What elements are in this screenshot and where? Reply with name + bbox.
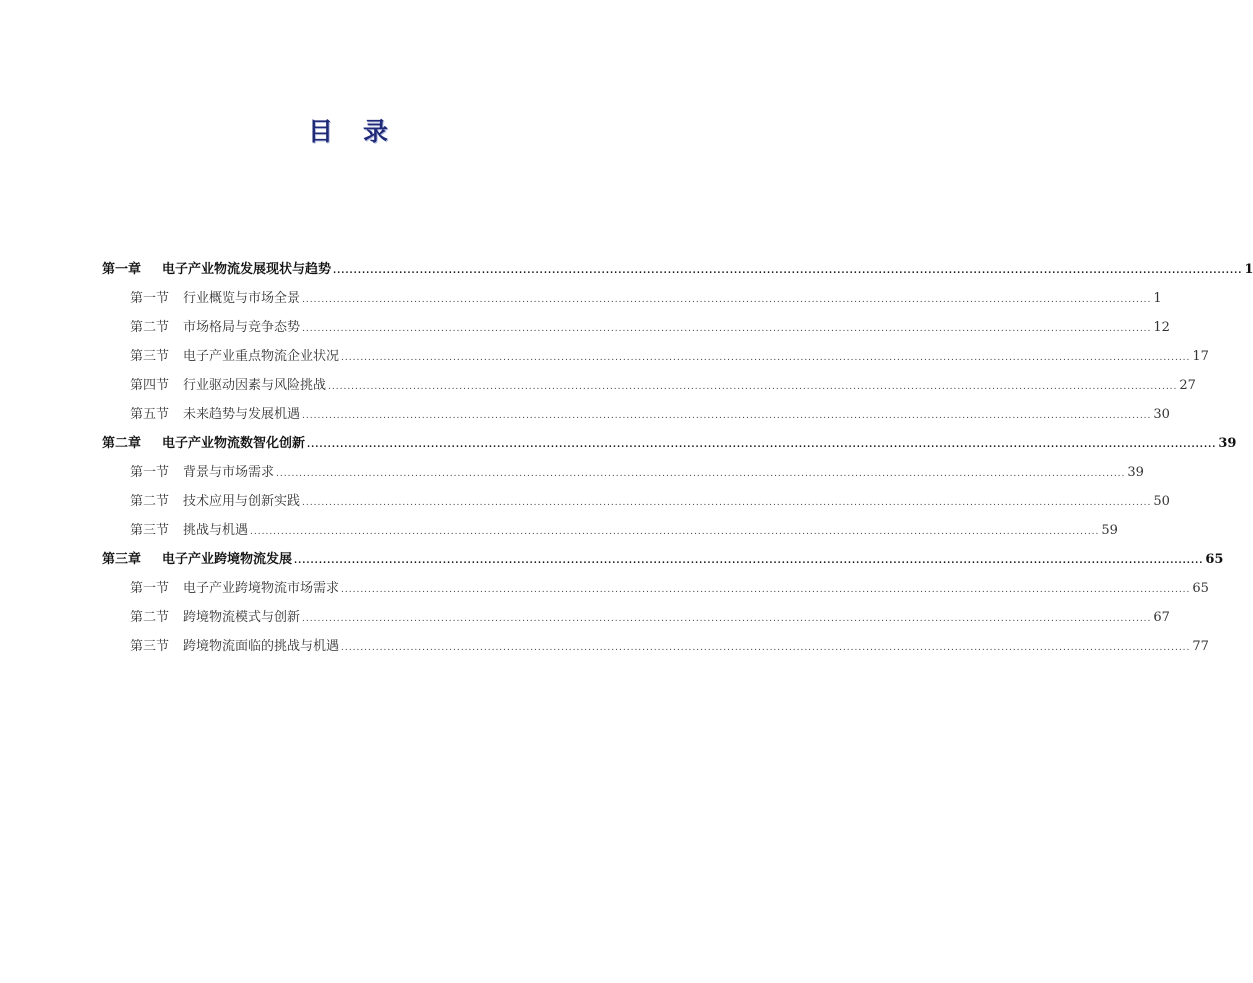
toc-entry-page-number: 65: [1205, 552, 1224, 567]
page-title-char-2: 录: [363, 117, 389, 146]
toc-dot-leader: ............................................................................................................................................................................................................................: [302, 295, 1152, 305]
toc-entry-number: 第一章: [102, 262, 142, 277]
toc-entry-page-number: 27: [1179, 378, 1196, 393]
toc-entry-number: 第三章: [102, 552, 142, 567]
toc-entry-title: 技术应用与创新实践: [183, 494, 301, 509]
toc-entry-page-number: 17: [1192, 349, 1209, 364]
toc-section-entry[interactable]: [102, 490, 1170, 519]
toc-entry-number: 第三节: [130, 349, 170, 364]
toc-entry-number: 第五节: [130, 407, 170, 422]
toc-chapter-entry[interactable]: [102, 432, 1237, 461]
toc-entry-page-number: 50: [1153, 494, 1170, 509]
toc-entry-title: 跨境物流模式与创新: [183, 610, 301, 625]
toc-dot-leader: ............................................................................................................................................................................................................................: [276, 469, 1126, 479]
toc-entry-page-number: 77: [1192, 639, 1209, 654]
toc-entry-number: 第一节: [130, 581, 170, 596]
toc-entry-page-number: 65: [1192, 581, 1209, 596]
toc-section-entry[interactable]: [102, 606, 1170, 635]
toc-entry-title: 电子产业重点物流企业状况: [183, 349, 340, 364]
toc-section-entry[interactable]: [102, 403, 1170, 432]
toc-entry-title: 电子产业跨境物流市场需求: [183, 581, 340, 596]
toc-entry-page-number: 1: [1244, 262, 1253, 277]
toc-section-entry[interactable]: [102, 519, 1118, 548]
toc-entry-page-number: 1: [1153, 291, 1162, 306]
toc-dot-leader: ............................................................................................................................................................................................................................: [307, 440, 1217, 450]
toc-entry-title: 市场格局与竞争态势: [183, 320, 301, 335]
toc-entry-page-number: 39: [1218, 436, 1237, 451]
toc-dot-leader: ............................................................................................................................................................................................................................: [341, 353, 1191, 363]
toc-dot-leader: ............................................................................................................................................................................................................................: [341, 585, 1191, 595]
toc-dot-leader: ............................................................................................................................................................................................................................: [302, 411, 1152, 421]
toc-section-entry[interactable]: [102, 287, 1162, 316]
toc-dot-leader: ............................................................................................................................................................................................................................: [302, 324, 1152, 334]
toc-entry-title: 电子产业物流数智化创新: [162, 436, 306, 451]
toc-entry-title: 行业驱动因素与风险挑战: [183, 378, 327, 393]
toc-entry-number: 第一节: [130, 291, 170, 306]
toc-section-entry[interactable]: [102, 316, 1170, 345]
toc-entry-number: 第二节: [130, 320, 170, 335]
toc-chapter-entry[interactable]: [102, 548, 1224, 577]
table-of-contents: [102, 258, 1253, 664]
toc-entry-page-number: 59: [1101, 523, 1118, 538]
toc-section-entry[interactable]: [102, 577, 1209, 606]
toc-entry-number: 第三节: [130, 523, 170, 538]
toc-section-entry[interactable]: [102, 635, 1209, 664]
toc-entry-title: 电子产业跨境物流发展: [162, 552, 293, 567]
toc-entry-number: 第三节: [130, 639, 170, 654]
toc-dot-leader: ............................................................................................................................................................................................................................: [294, 556, 1204, 566]
toc-dot-leader: ............................................................................................................................................................................................................................: [341, 643, 1191, 653]
toc-entry-title: 未来趋势与发展机遇: [183, 407, 301, 422]
toc-chapter-entry[interactable]: [102, 258, 1253, 287]
toc-entry-page-number: 39: [1127, 465, 1144, 480]
toc-entry-page-number: 30: [1153, 407, 1170, 422]
toc-dot-leader: ............................................................................................................................................................................................................................: [250, 527, 1100, 537]
toc-entry-page-number: 67: [1153, 610, 1170, 625]
toc-entry-title: 电子产业物流发展现状与趋势: [162, 262, 332, 277]
toc-entry-number: 第一节: [130, 465, 170, 480]
page-title: [0, 112, 696, 148]
toc-dot-leader: ............................................................................................................................................................................................................................: [302, 498, 1152, 508]
toc-section-entry[interactable]: [102, 374, 1196, 403]
toc-entry-page-number: 12: [1153, 320, 1170, 335]
toc-dot-leader: ............................................................................................................................................................................................................................: [302, 614, 1152, 624]
toc-section-entry[interactable]: [102, 461, 1144, 490]
toc-entry-title: 挑战与机遇: [183, 523, 249, 538]
page-title-char-1: 目: [307, 117, 333, 146]
toc-entry-number: 第四节: [130, 378, 170, 393]
toc-dot-leader: ............................................................................................................................................................................................................................: [328, 382, 1178, 392]
toc-entry-number: 第二节: [130, 610, 170, 625]
toc-dot-leader: ............................................................................................................................................................................................................................: [333, 266, 1243, 276]
toc-section-entry[interactable]: [102, 345, 1209, 374]
toc-entry-title: 背景与市场需求: [183, 465, 275, 480]
toc-entry-number: 第二章: [102, 436, 142, 451]
toc-entry-title: 跨境物流面临的挑战与机遇: [183, 639, 340, 654]
toc-entry-title: 行业概览与市场全景: [183, 291, 301, 306]
toc-entry-number: 第二节: [130, 494, 170, 509]
